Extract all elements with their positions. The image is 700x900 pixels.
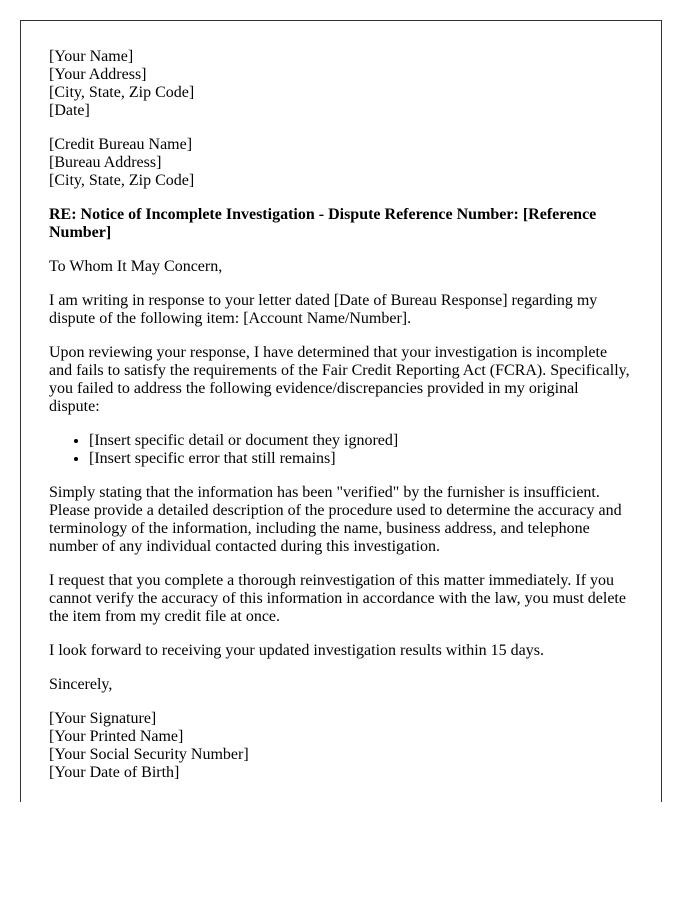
sender-address: [Your Address] xyxy=(49,66,147,83)
discrepancy-item: • [Insert specific detail or document they ignored] xyxy=(89,432,633,450)
valediction: Sincerely, xyxy=(49,676,113,693)
date-of-birth: [Your Date of Birth] xyxy=(49,764,180,781)
social-security-number: [Your Social Security Number] xyxy=(49,746,249,763)
recipient-address: [Bureau Address] xyxy=(49,154,162,171)
signature: [Your Signature] xyxy=(49,710,157,727)
findings-paragraph: Upon reviewing your response, I have determined that your investigation is incomplete and fails to satisfy the requirements of the Fair Credit Reporting Act (FCRA). Specifically, you failed to address the following evidence/discrepancies provided in my original dispute: xyxy=(49,344,630,415)
sender-name: [Your Name] xyxy=(49,48,134,65)
sender-address-block xyxy=(49,48,633,120)
signature-block xyxy=(49,710,633,782)
intro-paragraph: I am writing in response to your letter dated [Date of Bureau Response] regarding my dispute of the following item: [Account Name/Number]. xyxy=(49,292,598,327)
recipient-address-block xyxy=(49,136,633,190)
request-paragraph: I request that you complete a thorough reinvestigation of this matter immediately. If you cannot verify the accuracy of this information in accordance with the law, you must delete the item from my credit file at once. xyxy=(49,572,626,625)
sender-city-state-zip: [City, State, Zip Code] xyxy=(49,84,195,101)
verification-paragraph: Simply stating that the information has been "verified" by the furnisher is insufficient. Please provide a detailed description of the procedure used to determine the accuracy and terminology of the information, including the name, business address, and telephone number of any individual contacted during this investigation. xyxy=(49,484,622,555)
subject-line: RE: Notice of Incomplete Investigation - Dispute Reference Number: [Reference Number] xyxy=(49,206,597,241)
recipient-city-state-zip: [City, State, Zip Code] xyxy=(49,172,195,189)
letter-document xyxy=(20,20,662,802)
discrepancy-item: • [Insert specific error that still remains] xyxy=(89,450,633,468)
printed-name: [Your Printed Name] xyxy=(49,728,184,745)
closing-note-paragraph: I look forward to receiving your updated investigation results within 15 days. xyxy=(49,642,545,659)
recipient-name: [Credit Bureau Name] xyxy=(49,136,193,153)
discrepancy-list xyxy=(49,432,633,468)
letter-date: [Date] xyxy=(49,102,90,119)
salutation: To Whom It May Concern, xyxy=(49,258,223,275)
